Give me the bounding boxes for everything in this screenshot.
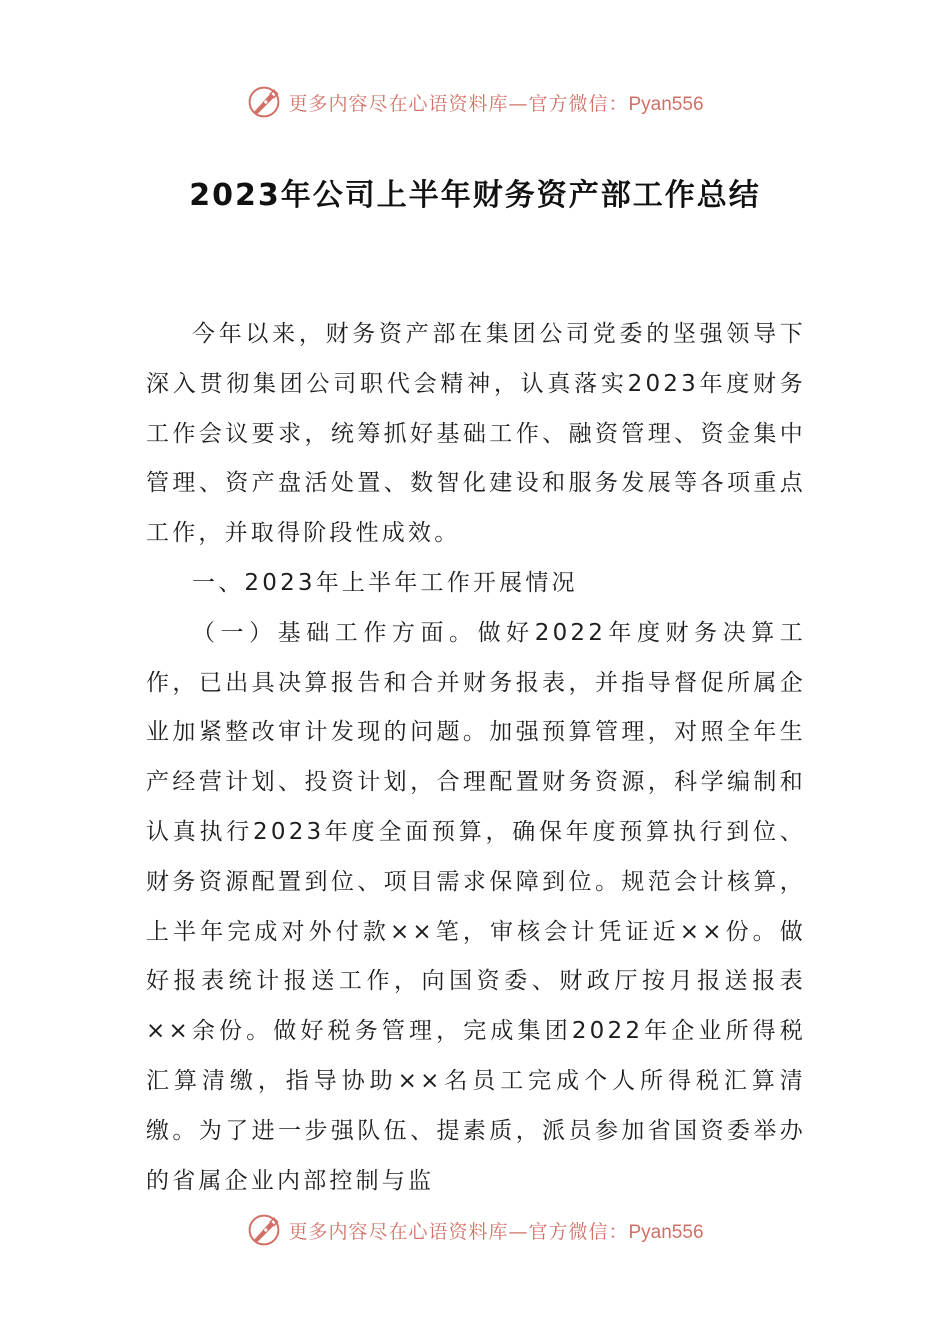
section-heading: 一、2023年上半年工作开展情况 — [192, 569, 578, 596]
document-body — [146, 310, 806, 1206]
document-title: 2023年公司上半年财务资产部工作总结 — [189, 178, 761, 213]
intro-paragraph: 今年以来，财务资产部在集团公司党委的坚强领导下深入贯彻集团公司职代会精神，认真落实2023年度财务工作会议要求，统筹抓好基础工作、融资管理、资金集中管理、资产盘活处置、数智化建设和服务发展等各项重点工作，并取得阶段性成效。 — [146, 321, 806, 547]
watermark-text: 更多内容尽在心语资料库—官方微信：Pyan556 — [288, 1220, 704, 1243]
pen-nib-logo-icon — [246, 84, 282, 120]
watermark-text: 更多内容尽在心语资料库—官方微信：Pyan556 — [288, 92, 704, 115]
watermark-footer — [0, 1208, 950, 1252]
watermark-account: Pyan556 — [628, 1221, 704, 1243]
basic-work-paragraph: （一）基础工作方面。做好2022年度财务决算工作，已出具决算报告和合并财务报表，并指导督促所属企业加紧整改审计发现的问题。加强预算管理，对照全年生产经营计划、投资计划，合理配置财务资源，科学编制和认真执行2023年度全面预算，确保年度预算执行到位、财务资源配置到位、项目需求保障到位。规范会计核算，上半年完成对外付款××笔，审核会计凭证近××份。做好报表统计报送工作，向国资委、财政厅按月报送报表××余份。做好税务管理，完成集团2022年企业所得税汇算清缴，指导协助××名员工完成个人所得税汇算清缴。为了进一步强队伍、提素质，派员参加省国资委举办的省属企业内部控制与监 — [146, 619, 806, 1194]
watermark-header — [0, 80, 950, 124]
pen-nib-logo-icon — [246, 1212, 282, 1248]
watermark-account: Pyan556 — [628, 93, 704, 115]
